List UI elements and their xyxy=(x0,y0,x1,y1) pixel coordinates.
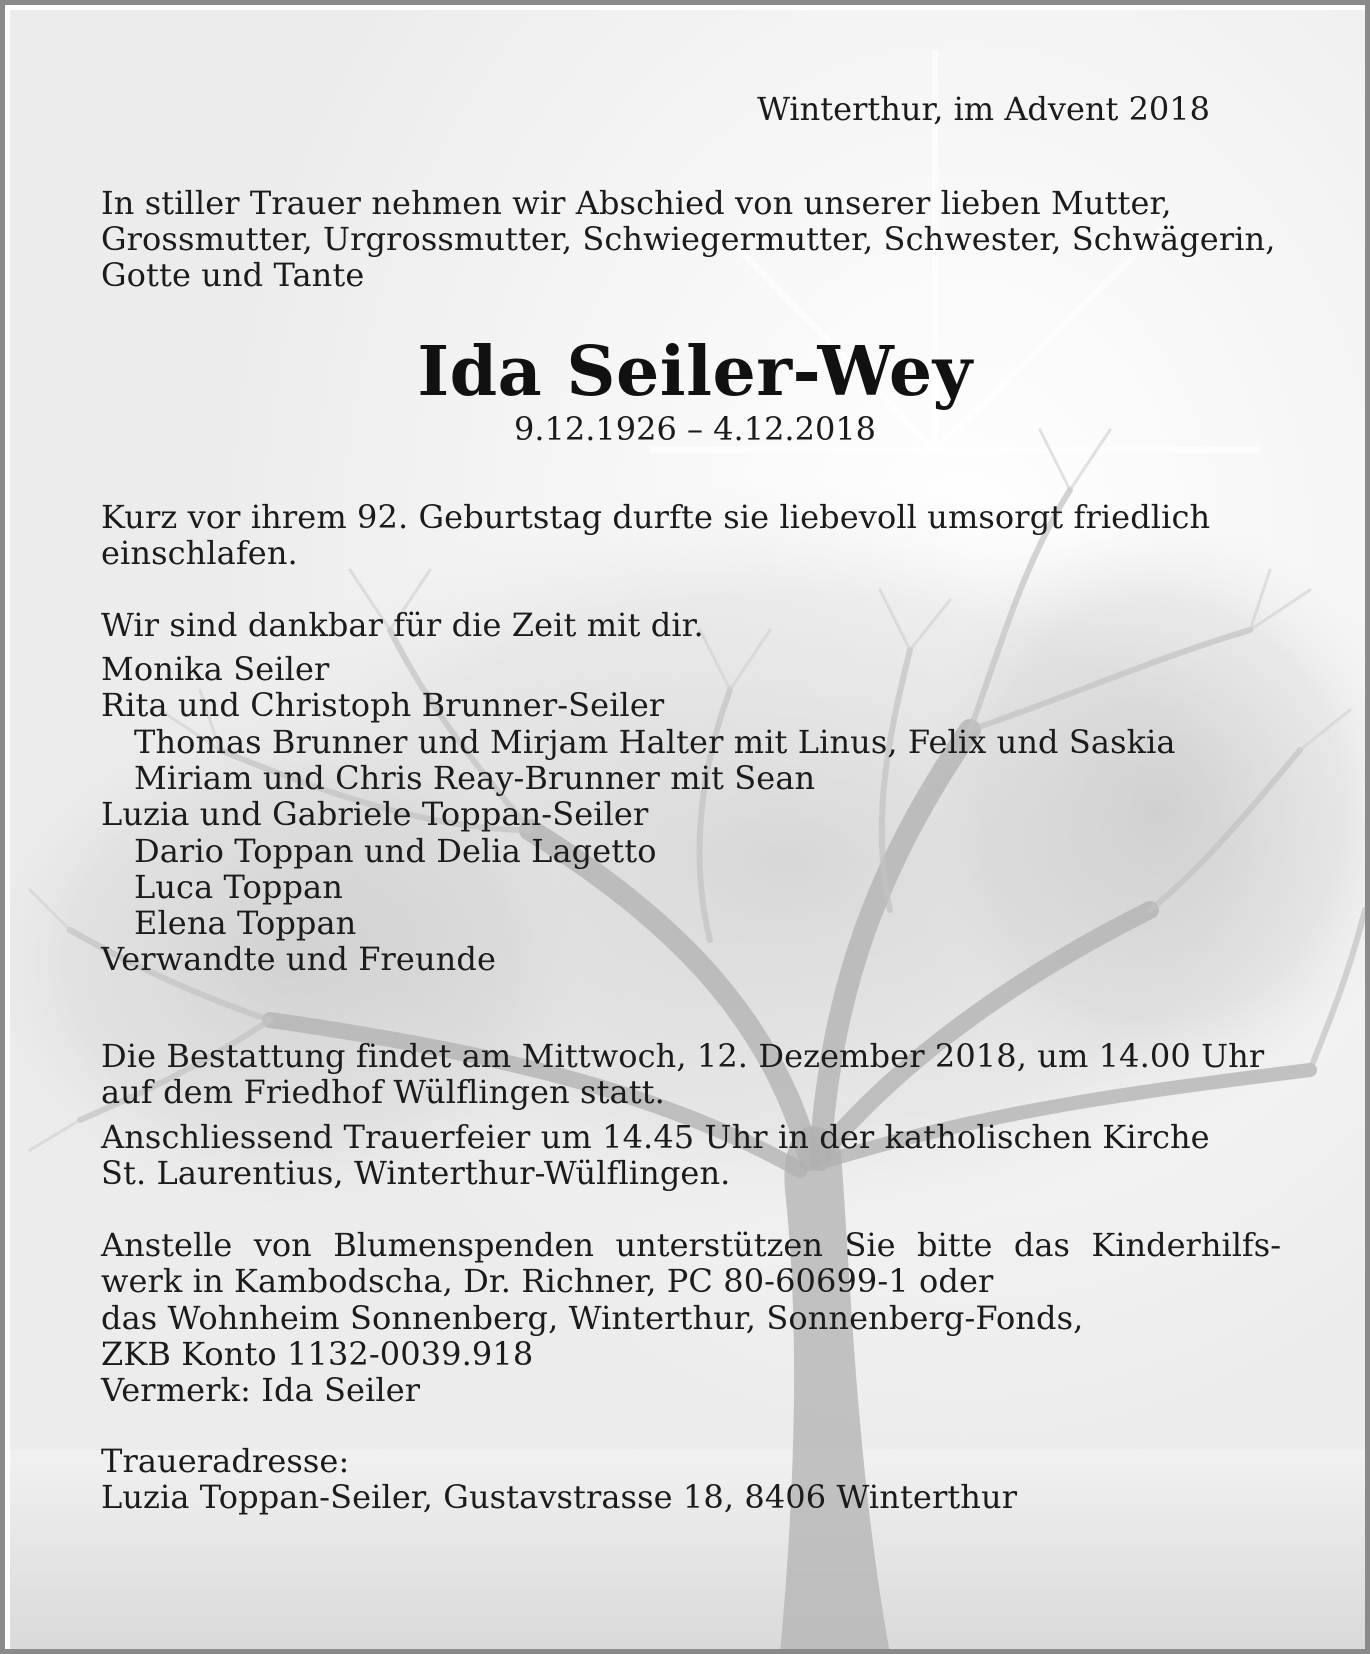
mourner-entry: Monika Seiler xyxy=(101,650,330,688)
mourner-entry: Miriam und Chris Reay-Brunner mit Sean xyxy=(134,759,816,797)
funeral-line-3: Anschliessend Trauerfeier um 14.45 Uhr in der katholischen Kirche xyxy=(101,1118,1210,1156)
donation-line-2: werk in Kambodscha, Dr. Richner, PC 80-60699-1 oder xyxy=(101,1262,994,1300)
mourner-entry: Luca Toppan xyxy=(134,868,343,906)
mourner-entry: Verwandte und Freunde xyxy=(101,940,496,978)
mourner-entry: Rita und Christoph Brunner-Seiler xyxy=(101,686,665,724)
mourner-entry: Elena Toppan xyxy=(134,904,357,942)
intro-line-3: Gotte und Tante xyxy=(101,256,365,294)
deceased-name: Ida Seiler-Wey xyxy=(417,332,973,412)
donation-line-5: Vermerk: Ida Seiler xyxy=(101,1371,421,1409)
gratitude-line: Wir sind dankbar für die Zeit mit dir. xyxy=(101,606,704,644)
mourner-entry: Luzia und Gabriele Toppan-Seiler xyxy=(101,795,649,833)
funeral-line-1: Die Bestattung findet am Mittwoch, 12. Dezember 2018, um 14.00 Uhr xyxy=(101,1037,1265,1075)
lifespan-dates: 9.12.1926 – 4.12.2018 xyxy=(513,410,877,448)
donation-line-1: Anstelle von Blumenspenden unterstützen Sie bitte das Kinderhilfs- xyxy=(101,1226,1281,1264)
intro-line-2: Grossmutter, Urgrossmutter, Schwiegermutter, Schwester, Schwägerin, xyxy=(101,220,1276,258)
passing-line-1: Kurz vor ihrem 92. Geburtstag durfte sie liebevoll umsorgt friedlich xyxy=(101,498,1211,536)
passing-line-2: einschlafen. xyxy=(101,534,298,572)
mourner-entry: Dario Toppan und Delia Lagetto xyxy=(134,832,657,870)
donation-line-3: das Wohnheim Sonnenberg, Winterthur, Sonnenberg-Fonds, xyxy=(101,1299,1084,1337)
donation-line-4: ZKB Konto 1132-0039.918 xyxy=(101,1335,534,1373)
funeral-line-4: St. Laurentius, Winterthur-Wülflingen. xyxy=(101,1154,731,1192)
address-label: Traueradresse: xyxy=(101,1442,350,1480)
funeral-line-2: auf dem Friedhof Wülflingen statt. xyxy=(101,1073,665,1111)
address-value: Luzia Toppan-Seiler, Gustavstrasse 18, 8406 Winterthur xyxy=(101,1478,1018,1516)
mourner-entry: Thomas Brunner und Mirjam Halter mit Linus, Felix und Saskia xyxy=(134,723,1176,761)
dateline: Winterthur, im Advent 2018 xyxy=(757,90,1210,128)
obituary-notice xyxy=(10,10,1370,1654)
intro-line-1: In stiller Trauer nehmen wir Abschied von unserer lieben Mutter, xyxy=(101,184,1172,222)
